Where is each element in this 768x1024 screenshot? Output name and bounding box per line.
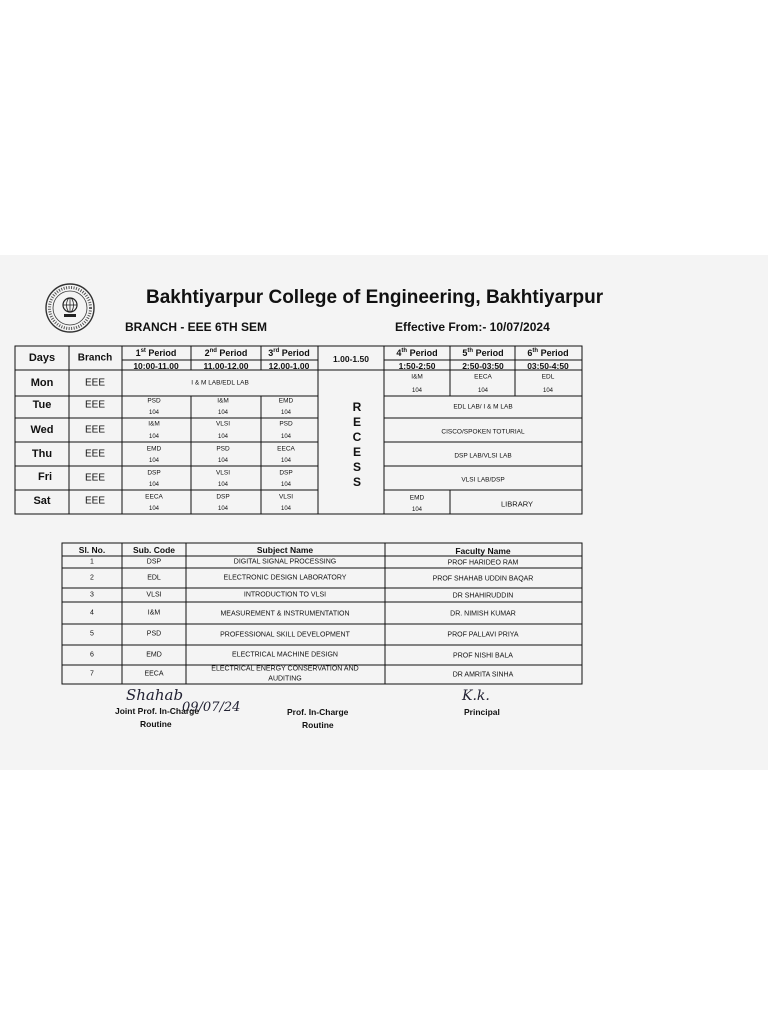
branch-sat: EEE [84, 495, 106, 507]
wed-p1-subject: I&M [148, 420, 160, 428]
header-period-4: 4th Period [396, 348, 438, 358]
header-recess-time: 1.00-1.50 [333, 354, 369, 364]
day-sat: Sat [33, 495, 51, 507]
sat-p2-subject: DSP [216, 493, 230, 501]
thu-afternoon: DSP LAB/VLSI LAB [454, 452, 512, 460]
subject-row-7-code: EECA [144, 670, 164, 678]
header-period-2: 2nd Period [204, 348, 248, 358]
subject-row-1-faculty: PROF HARIDEO RAM [447, 559, 519, 567]
sat-p4-room: 104 [411, 507, 423, 513]
wed-p2-room: 104 [217, 434, 229, 440]
joint-incharge-label: Joint Prof. In-Charge [115, 706, 200, 716]
fri-p3-room: 104 [280, 482, 292, 488]
wed-p3-subject: PSD [279, 420, 293, 428]
subject-row-5-sl: 5 [90, 630, 94, 638]
subject-row-3-faculty: DR SHAHIRUDDIN [452, 592, 514, 600]
college-name: Bakhtiyarpur College of Engineering, Bakhtiyarpur [146, 287, 604, 308]
sat-p4-subject: EMD [409, 494, 425, 502]
joint-incharge-routine: Routine [140, 719, 172, 729]
mon-p4-room: 104 [411, 388, 423, 394]
day-mon: Mon [30, 377, 54, 389]
tue-afternoon: EDL LAB/ I & M LAB [453, 403, 513, 411]
mon-p6-room: 104 [542, 388, 554, 394]
joint-incharge-signature-date: 09/07/24 [182, 700, 241, 715]
tue-p3-subject: EMD [278, 397, 294, 405]
subject-row-3-name: INTRODUCTION TO VLSI [243, 591, 327, 599]
header-period-5-time: 2:50-03:50 [462, 361, 504, 371]
day-thu: Thu [31, 448, 53, 460]
mon-p6-subject: EDL [541, 373, 555, 381]
mon-p4-subject: I&M [411, 373, 423, 381]
principal-label: Principal [464, 707, 500, 717]
prof-incharge-label: Prof. In-Charge [287, 707, 349, 717]
branch-thu: EEE [84, 448, 106, 460]
thu-p3-room: 104 [280, 458, 292, 464]
subject-row-2-code: EDL [147, 574, 161, 582]
recess-letter: S [352, 460, 361, 474]
subject-row-5-name: PROFESSIONAL SKILL DEVELOPMENT [220, 631, 350, 639]
prof-incharge-routine: Routine [302, 720, 334, 730]
wed-afternoon: CISCO/SPOKEN TOTURIAL [441, 428, 525, 436]
sat-p3-subject: VLSI [278, 493, 294, 501]
subjects-header-sl: Sl. No. [78, 545, 106, 555]
fri-afternoon: VLSI LAB/DSP [461, 476, 505, 484]
sat-p1-room: 104 [148, 506, 160, 512]
branch-semester: BRANCH - EEE 6TH SEM [125, 320, 268, 334]
subject-row-6-sl: 6 [90, 651, 94, 659]
subject-row-6-code: EMD [146, 651, 162, 659]
recess-letter: C [352, 430, 362, 444]
subject-row-4-faculty: DR. NIMISH KUMAR [450, 610, 516, 618]
mon-p5-room: 104 [477, 388, 489, 394]
subject-row-1-name: DIGITAL SIGNAL PROCESSING [233, 558, 337, 566]
day-tue: Tue [32, 399, 52, 411]
fri-p2-subject: VLSI [215, 469, 231, 477]
thu-p2-subject: PSD [216, 445, 230, 453]
recess-letter: E [352, 415, 361, 429]
branch-fri: EEE [84, 472, 106, 484]
mon-p5-subject: EECA [474, 373, 492, 381]
header-period-5: 5th Period [462, 348, 504, 358]
thu-p2-room: 104 [217, 458, 229, 464]
fri-p2-room: 104 [217, 482, 229, 488]
subject-row-7-name-line2: AUDITING [268, 675, 302, 683]
subject-row-2-name: ELECTRONIC DESIGN LABORATORY [223, 574, 347, 582]
sat-p2-room: 104 [217, 506, 229, 512]
recess-label [351, 400, 363, 490]
fri-p1-room: 104 [148, 482, 160, 488]
subject-row-6-name: ELECTRICAL MACHINE DESIGN [232, 651, 338, 659]
subject-row-1-sl: 1 [90, 558, 94, 566]
subject-row-5-code: PSD [146, 630, 162, 638]
subject-row-7-faculty: DR AMRITA SINHA [452, 671, 514, 679]
mon-morning-lab: I & M LAB/EDL LAB [191, 379, 249, 387]
thu-p1-subject: EMD [146, 445, 162, 453]
branch-mon: EEE [84, 377, 106, 389]
fri-p1-subject: DSP [147, 469, 161, 477]
tue-p3-room: 104 [280, 410, 292, 416]
wed-p1-room: 104 [148, 434, 160, 440]
sat-afternoon: LIBRARY [501, 499, 533, 509]
header-period-6-time: 03:50-4:50 [527, 361, 569, 371]
tue-p1-room: 104 [148, 410, 160, 416]
subject-row-2-sl: 2 [90, 574, 94, 582]
header-period-3-time: 12.00-1.00 [268, 361, 310, 371]
subject-row-4-name: MEASUREMENT & INSTRUMENTATION [220, 610, 350, 618]
effective-date: Effective From:- 10/07/2024 [395, 320, 550, 334]
header-period-4-time: 1:50-2:50 [398, 361, 436, 371]
branch-tue: EEE [84, 399, 106, 411]
subject-row-1-code: DSP [146, 558, 162, 566]
header-branch: Branch [77, 352, 113, 364]
subject-row-3-code: VLSI [146, 591, 162, 599]
header-period-1: 1st Period [135, 348, 177, 358]
day-fri: Fri [37, 471, 53, 483]
subjects-header-faculty: Faculty Name [455, 546, 511, 556]
recess-letter: R [352, 400, 362, 414]
header-period-6: 6th Period [527, 348, 569, 358]
branch-wed: EEE [84, 424, 106, 436]
recess-letter: E [352, 445, 361, 459]
day-wed: Wed [30, 424, 54, 436]
subject-row-4-sl: 4 [90, 609, 94, 617]
subjects-header-code: Sub. Code [132, 545, 176, 555]
joint-incharge-signature: Shahab [126, 686, 184, 704]
subject-row-5-faculty: PROF PALLAVI PRIYA [447, 631, 519, 639]
sat-p1-subject: EECA [145, 493, 163, 501]
tue-p2-subject: I&M [217, 397, 229, 405]
header-period-3: 3rd Period [268, 348, 310, 358]
subject-row-4-code: I&M [147, 609, 161, 617]
wed-p2-subject: VLSI [215, 420, 231, 428]
sat-p3-room: 104 [280, 506, 292, 512]
subject-row-2-faculty: PROF SHAHAB UDDIN BAQAR [432, 575, 534, 583]
subjects-header-name: Subject Name [256, 545, 314, 555]
thu-p1-room: 104 [148, 458, 160, 464]
header-days: Days [28, 352, 56, 364]
subject-row-7-name-line1: ELECTRICAL ENERGY CONSERVATION AND [211, 665, 359, 673]
tue-p2-room: 104 [217, 410, 229, 416]
header-period-2-time: 11.00-12.00 [203, 361, 249, 371]
principal-signature: K.k. [462, 688, 490, 704]
fri-p3-subject: DSP [279, 469, 293, 477]
recess-letter: S [352, 475, 361, 489]
subject-row-7-sl: 7 [90, 670, 94, 678]
thu-p3-subject: EECA [277, 445, 295, 453]
header-period-1-time: 10:00-11.00 [133, 361, 179, 371]
subject-row-6-faculty: PROF NISHI BALA [453, 652, 513, 660]
subject-row-3-sl: 3 [90, 591, 94, 599]
tue-p1-subject: PSD [147, 397, 161, 405]
wed-p3-room: 104 [280, 434, 292, 440]
